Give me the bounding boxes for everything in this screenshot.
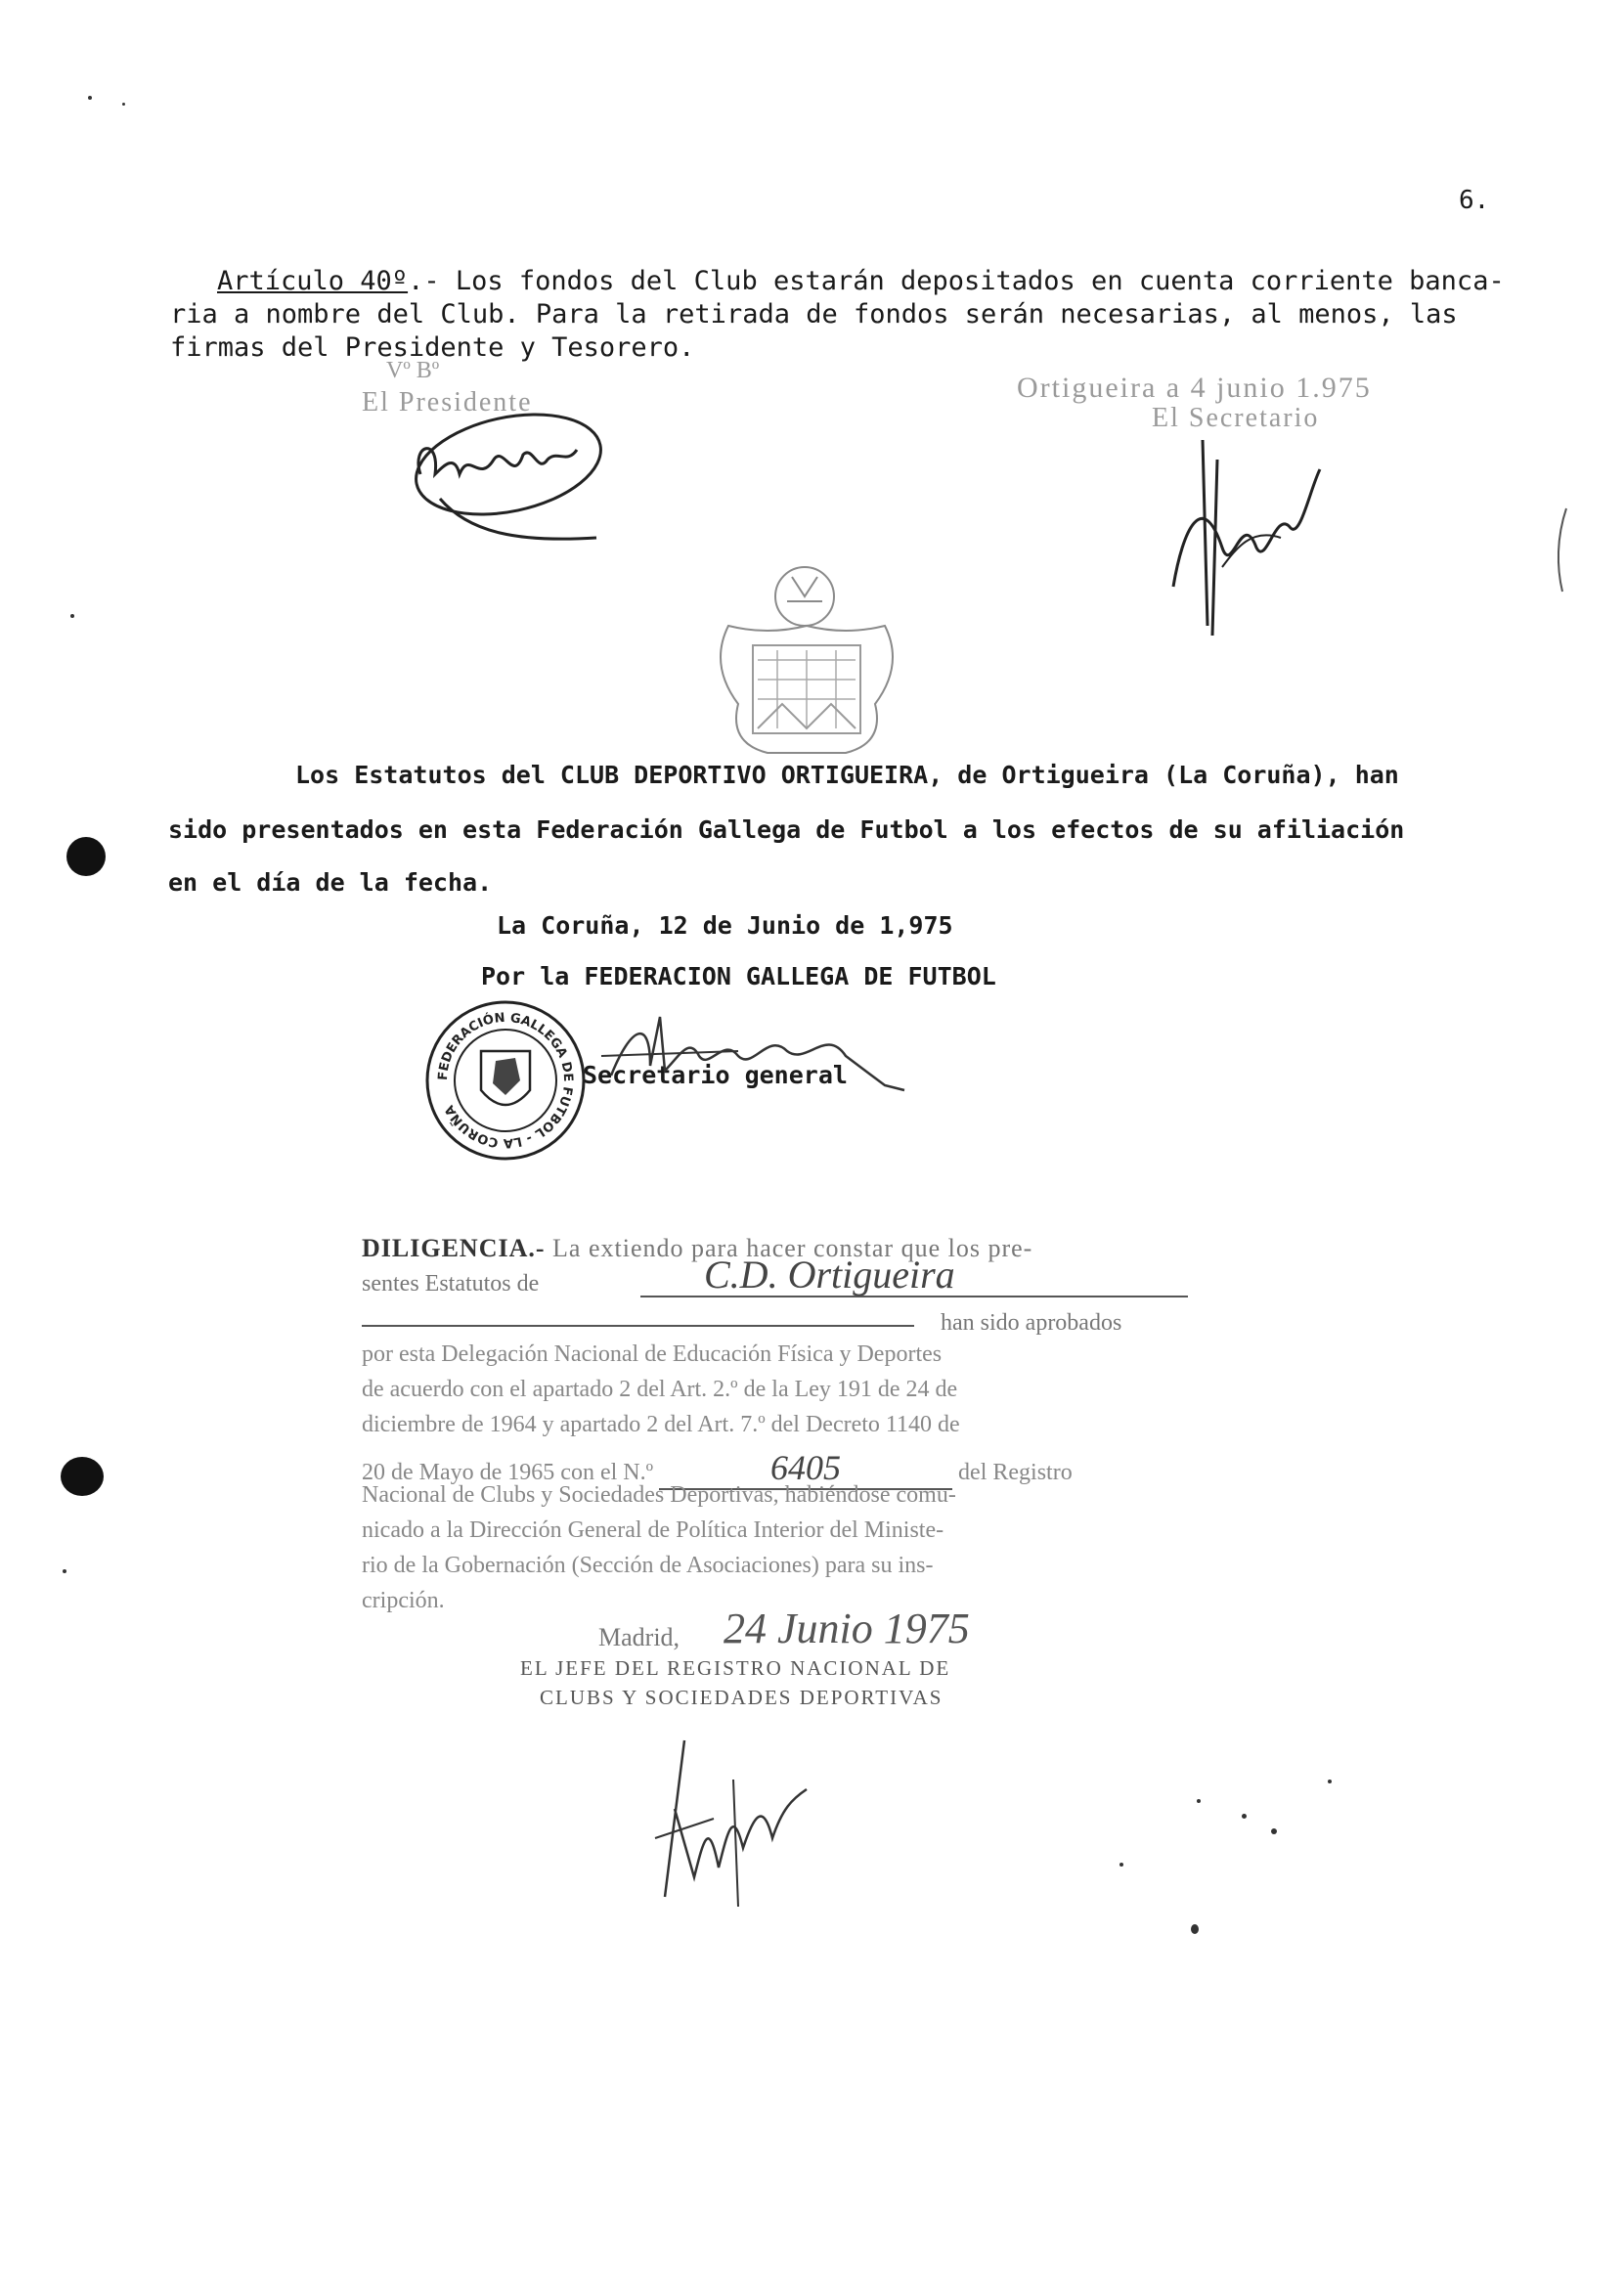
speck [1242,1814,1247,1819]
place-date: Ortigueira a 4 junio 1.975 [1017,372,1372,404]
federation-by: Por la FEDERACION GALLEGA DE FUTBOL [481,962,996,990]
speck [1197,1799,1201,1803]
diligencia-line-9: nicado a la Dirección General de Política Interior del Ministe- [362,1517,944,1543]
diligencia-line-11: cripción. [362,1588,445,1613]
article-text-1: .- Los fondos del Club estarán depositados en cuenta corriente banca- [408,266,1505,296]
speck [1191,1924,1199,1934]
diligencia-text-1: La extiendo para hacer constar que los pre- [552,1234,1033,1262]
diligencia-line-10: rio de la Gobernación (Sección de Asociaciones) para su ins- [362,1553,934,1578]
federation-line-3: en el día de la fecha. [168,868,493,897]
speck [1119,1863,1123,1867]
diligencia-line-3: han sido aprobados [941,1310,1122,1336]
chief-signature [636,1721,841,1916]
diligencia-line-5: de acuerdo con el apartado 2 del Art. 2.º de la Ley 191 de 24 de [362,1377,958,1402]
margin-mark [1555,508,1574,596]
diligencia-underline-2 [362,1325,914,1327]
page-number: 6. [1459,186,1490,215]
federation-role: Secretario general [583,1061,848,1089]
speck [122,103,125,106]
speck [1271,1828,1277,1834]
stamp-text: FEDERACIÓN GALLEGA DE FUTBOL - LA CORUÑA [435,1010,576,1151]
diligencia-line-2: sentes Estatutos de [362,1271,540,1297]
president-signature [401,406,626,552]
binder-hole-bottom [61,1457,104,1496]
binder-hole-top [66,837,106,876]
handwritten-registry-number: 6405 [659,1447,952,1490]
diligencia-line-8: Nacional de Clubs y Sociedades Deportivas, habiéndose comu- [362,1482,956,1508]
secretary-label: El Secretario [1152,403,1320,433]
article-line-1 [217,266,1505,296]
article-heading: Artículo 40º [217,266,409,296]
president-label: El Presidente [362,387,533,418]
article-line-2: ria a nombre del Club. Para la retirada de fondos serán necesarias, al menos, las [170,299,1458,330]
handwritten-date: 24 Junio 1975 [724,1605,970,1652]
vobo-label: Vº Bº [386,358,440,383]
diligencia-line-6: diciembre de 1964 y apartado 2 del Art. 7.º del Decreto 1140 de [362,1412,960,1437]
federation-line-1: Los Estatutos del CLUB DEPORTIVO ORTIGUEIRA, de Ortigueira (La Coruña), han [295,761,1399,789]
federation-stamp [422,997,589,1164]
federation-line-2: sido presentados en esta Federación Gallega de Futbol a los efectos de su afiliación [168,815,1405,844]
federation-date: La Coruña, 12 de Junio de 1,975 [497,911,953,940]
diligencia-title: DILIGENCIA.- [362,1234,546,1262]
handwritten-club-name: C.D. Ortigueira [704,1253,955,1297]
speck [1328,1780,1332,1783]
club-crest-icon [699,557,914,772]
article-line-3: firmas del Presidente y Tesorero. [170,332,695,363]
diligencia-line-4: por esta Delegación Nacional de Educación Física y Deportes [362,1341,943,1367]
speck [63,1569,66,1573]
diligencia-line-7a: 20 de Mayo de 1965 con el N.º [362,1460,654,1485]
speck [88,96,92,100]
secretary-signature [1163,430,1330,655]
diligencia-line-7b: del Registro [958,1460,1073,1485]
chief-line-2: CLUBS Y SOCIEDADES DEPORTIVAS [540,1686,944,1709]
diligencia-place: Madrid, [598,1623,680,1651]
federation-signature [592,997,914,1105]
chief-line-1: EL JEFE DEL REGISTRO NACIONAL DE [520,1656,951,1680]
speck [70,614,74,618]
